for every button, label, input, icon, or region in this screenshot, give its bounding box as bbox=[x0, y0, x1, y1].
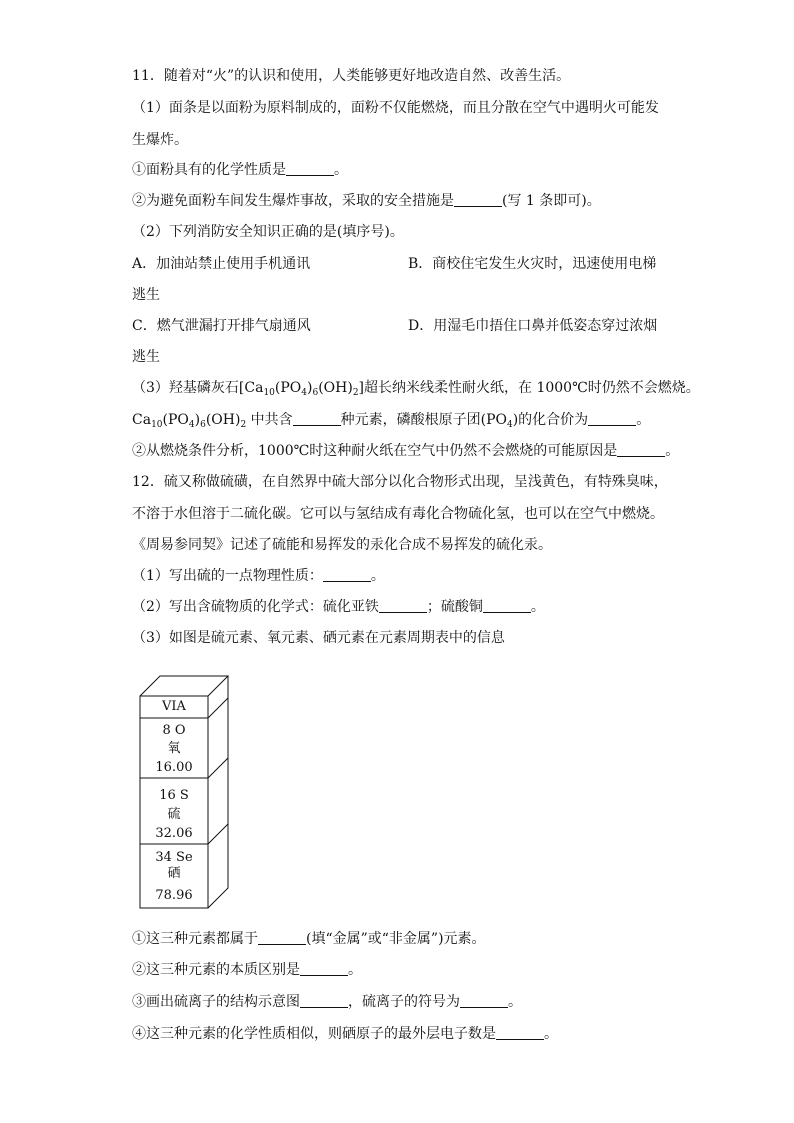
answer-blank[interactable] bbox=[300, 993, 348, 1008]
formula-text: ) bbox=[194, 412, 201, 428]
sulfur-number-symbol: 16 S bbox=[159, 788, 189, 803]
oxygen-mass: 16.00 bbox=[155, 760, 193, 775]
q11-part1-q2 bbox=[132, 191, 601, 211]
question-text: 。 bbox=[665, 443, 680, 459]
q11-part3 bbox=[132, 378, 700, 398]
answer-blank[interactable] bbox=[617, 442, 665, 457]
q11-stem: 11．随着对“火”的认识和使用，人类能够更好地改造自然、改善生活。 bbox=[132, 68, 571, 84]
oxygen-number-symbol: 8 O bbox=[162, 723, 186, 738]
q12-part3: （3）如图是硫元素、氧元素、硒元素在元素周期表中的信息 bbox=[132, 630, 505, 646]
question-text: 。 bbox=[544, 1026, 558, 1042]
answer-blank[interactable] bbox=[286, 161, 334, 176]
q12-q2 bbox=[132, 960, 362, 980]
selenium-number-symbol: 34 Se bbox=[155, 850, 193, 865]
question-text: ④这三种元素的化学性质相似，则硒原子的最外层电子数是 bbox=[132, 1026, 496, 1042]
periodic-table-figure bbox=[130, 668, 240, 913]
answer-blank[interactable] bbox=[323, 567, 371, 582]
subscript: 6 bbox=[200, 420, 206, 430]
group-label: VIA bbox=[162, 699, 186, 714]
q11-p1q2-text: ②为避免面粉车间发生爆炸事故，采取的安全措施是 bbox=[132, 193, 454, 209]
q11-part1-line1: （1）面条是以面粉为原料制成的，面粉不仅能燃烧，而且分散在空气中遇明火可能发 bbox=[132, 100, 659, 116]
q11-part1-line2: 生爆炸。 bbox=[132, 132, 188, 148]
q12-stem-line2: 不溶于水但溶于二硫化碳。它可以与氢结成有毒化合物硫化氢，也可以在空气中燃烧。 bbox=[132, 506, 664, 522]
subscript: 4 bbox=[301, 388, 307, 398]
question-text: ；硫酸铜 bbox=[426, 599, 483, 615]
q12-q1 bbox=[132, 929, 486, 949]
subscript: 4 bbox=[506, 420, 513, 430]
formula-text: ]超长纳米线柔性耐火纸，在 1000℃时仍然不会燃烧。 bbox=[358, 380, 700, 396]
answer-blank[interactable] bbox=[483, 598, 531, 613]
question-text: (填“金属”或“非金属”)元素。 bbox=[306, 931, 486, 947]
option-c: C．燃气泄漏打开排气扇通风 bbox=[132, 318, 311, 334]
sulfur-mass: 32.06 bbox=[155, 826, 193, 841]
selenium-name: 硒 bbox=[167, 866, 181, 881]
option-d: D．用湿毛巾捂住口鼻并低姿态穿过浓烟 bbox=[408, 318, 658, 334]
question-text: 。 bbox=[530, 599, 545, 615]
question-text: 。 bbox=[508, 994, 522, 1010]
question-text: ②这三种元素的本质区别是 bbox=[132, 962, 300, 978]
question-text: ①这三种元素都属于 bbox=[132, 931, 258, 947]
q12-part1 bbox=[132, 566, 385, 586]
oxygen-name: 氧 bbox=[167, 741, 181, 756]
answer-blank[interactable] bbox=[379, 598, 427, 613]
subscript: 6 bbox=[312, 388, 319, 398]
selenium-mass: 78.96 bbox=[155, 888, 193, 903]
q11-part2: （2）下列消防安全知识正确的是(填序号)。 bbox=[132, 224, 404, 240]
question-text: ②从燃烧条件分析，1000℃时这种耐火纸在空气中仍然不会燃烧的可能原因是 bbox=[132, 443, 618, 459]
question-text: （1）写出硫的一点物理性质： bbox=[132, 568, 323, 584]
q11-part1-q1 bbox=[132, 160, 348, 180]
answer-blank[interactable] bbox=[588, 411, 636, 426]
q12-q3 bbox=[132, 992, 522, 1012]
question-text: ，硫离子的符号为 bbox=[348, 994, 460, 1010]
answer-blank[interactable] bbox=[258, 930, 306, 945]
question-text: 。 bbox=[370, 568, 385, 584]
option-a: A．加油站禁止使用手机通讯 bbox=[132, 256, 311, 272]
question-text: （2）写出含硫物质的化学式：硫化亚铁 bbox=[132, 599, 379, 615]
q12-stem-line1: 12．硫又称做硫磺，在自然界中硫大部分以化合物形式出现，呈浅黄色，有特殊臭味， bbox=[132, 474, 668, 490]
q11-part3-q1 bbox=[132, 410, 650, 430]
formula-text: (OH) bbox=[318, 380, 353, 396]
option-b: B．商校住宅发生火灾时，迅速使用电梯 bbox=[408, 256, 657, 272]
formula-text: Ca bbox=[132, 412, 152, 428]
subscript: 2 bbox=[352, 388, 359, 398]
subscript: 10 bbox=[151, 420, 163, 430]
formula-text: (PO bbox=[162, 412, 189, 428]
formula-text: （3）羟基磷灰石[Ca bbox=[132, 380, 264, 396]
q11-part3-q2 bbox=[132, 441, 679, 461]
question-text: 中共含 bbox=[246, 412, 293, 428]
option-d-cont: 逃生 bbox=[132, 349, 160, 365]
question-text: 种元素，磷酸根原子团(PO bbox=[340, 412, 507, 428]
answer-blank[interactable] bbox=[454, 192, 502, 207]
formula-text: (OH) bbox=[205, 412, 241, 428]
answer-blank[interactable] bbox=[293, 411, 341, 426]
option-b-cont: 逃生 bbox=[132, 287, 160, 303]
q12-q4 bbox=[132, 1024, 558, 1044]
question-text: 。 bbox=[636, 412, 651, 428]
question-text: )的化合价为 bbox=[512, 412, 589, 428]
q11-p1q1-text: ①面粉具有的化学性质是 bbox=[132, 162, 286, 178]
subscript: 10 bbox=[263, 388, 275, 398]
q12-part2 bbox=[132, 597, 545, 617]
q11-p1q2-end: (写 1 条即可)。 bbox=[502, 193, 601, 209]
q12-stem-line3: 《周易参同契》记述了硫能和易挥发的汞化合成不易挥发的硫化汞。 bbox=[132, 537, 552, 553]
subscript: 2 bbox=[240, 420, 247, 430]
question-text: ③画出硫离子的结构示意图 bbox=[132, 994, 300, 1010]
question-text: 。 bbox=[348, 962, 362, 978]
sulfur-name: 硫 bbox=[167, 807, 181, 822]
formula-text: ) bbox=[306, 380, 313, 396]
formula-text: (PO bbox=[274, 380, 302, 396]
q11-p1q1-end: 。 bbox=[334, 162, 348, 178]
answer-blank[interactable] bbox=[460, 993, 508, 1008]
subscript: 4 bbox=[188, 420, 195, 430]
answer-blank[interactable] bbox=[300, 961, 348, 976]
answer-blank[interactable] bbox=[496, 1025, 544, 1040]
